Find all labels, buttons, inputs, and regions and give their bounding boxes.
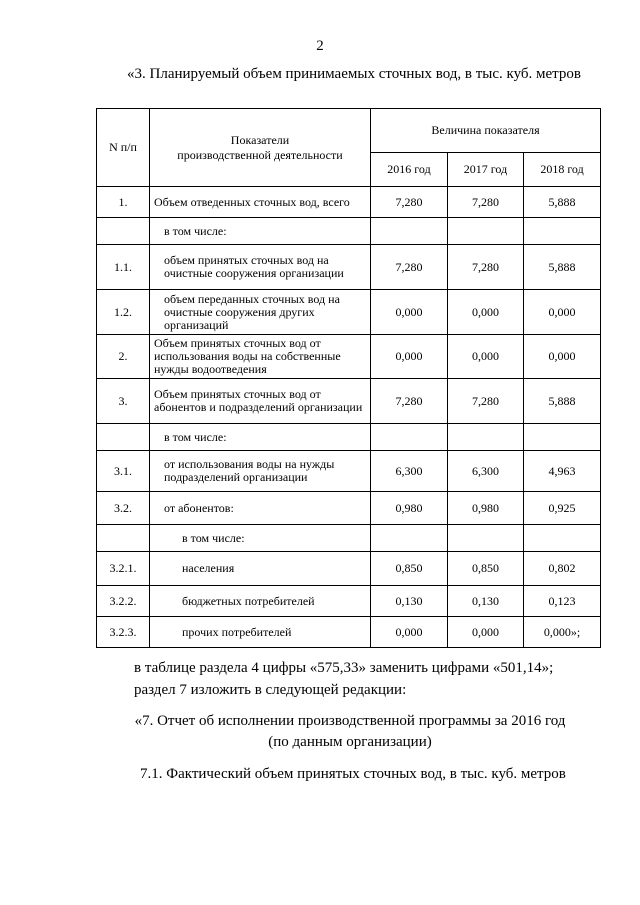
value-2018 — [524, 424, 601, 451]
value-2017: 0,850 — [448, 552, 524, 586]
table-row — [97, 552, 601, 586]
value-2016: 7,280 — [371, 187, 448, 218]
row-number: 3.2.1. — [97, 552, 150, 586]
value-2018: 0,802 — [524, 552, 601, 586]
value-2017: 7,280 — [448, 245, 524, 290]
value-2017: 7,280 — [448, 187, 524, 218]
row-number: 3.1. — [97, 451, 150, 492]
row-number: 3.2.2. — [97, 586, 150, 617]
row-number — [97, 424, 150, 451]
col-header-year: 2018 год — [524, 153, 601, 187]
row-indicator: объем переданных сточных вод на очистные сооружения других организаций — [150, 290, 371, 335]
table-row — [97, 451, 601, 492]
value-2018 — [524, 525, 601, 552]
col-header-number: N п/п — [97, 109, 150, 187]
value-2017: 0,980 — [448, 492, 524, 525]
row-number: 2. — [97, 335, 150, 379]
row-number: 3. — [97, 379, 150, 424]
row-indicator: Объем принятых сточных вод от использования воды на собственные нужды водоотведения — [150, 335, 371, 379]
col-header-year: 2016 год — [371, 153, 448, 187]
value-2017 — [448, 525, 524, 552]
row-indicator: в том числе: — [150, 218, 371, 245]
section7-title-line2: (по данным организации) — [268, 734, 432, 750]
paragraph-section7-amendment: раздел 7 изложить в следующей редакции: — [134, 682, 407, 698]
row-indicator: в том числе: — [150, 424, 371, 451]
table-row — [97, 187, 601, 218]
value-2017: 6,300 — [448, 451, 524, 492]
value-2018: 0,000 — [524, 335, 601, 379]
col-header-year: 2017 год — [448, 153, 524, 187]
row-number — [97, 218, 150, 245]
row-indicator: от абонентов: — [150, 492, 371, 525]
row-number: 3.2. — [97, 492, 150, 525]
value-2017: 0,000 — [448, 335, 524, 379]
row-number: 1.1. — [97, 245, 150, 290]
value-2016: 0,130 — [371, 586, 448, 617]
value-2016 — [371, 424, 448, 451]
value-2016 — [371, 525, 448, 552]
section3-title: «3. Планируемый объем принимаемых сточных вод, в тыс. куб. метров — [127, 66, 581, 82]
paragraph-table4-amendment: в таблице раздела 4 цифры «575,33» заменить цифрами «501,14»; — [134, 660, 554, 676]
value-2018: 0,123 — [524, 586, 601, 617]
value-2016: 7,280 — [371, 245, 448, 290]
row-indicator: от использования воды на нужды подразделений организации — [150, 451, 371, 492]
row-indicator: объем принятых сточных вод на очистные сооружения организации — [150, 245, 371, 290]
value-2017: 0,000 — [448, 617, 524, 648]
value-2017: 0,130 — [448, 586, 524, 617]
table-row — [97, 586, 601, 617]
row-indicator: Объем принятых сточных вод от абонентов и подразделений организации — [150, 379, 371, 424]
row-indicator: в том числе: — [150, 525, 371, 552]
value-2018: 0,925 — [524, 492, 601, 525]
table-row — [97, 525, 601, 552]
row-indicator: прочих потребителей — [150, 617, 371, 648]
value-2016: 7,280 — [371, 379, 448, 424]
row-number — [97, 525, 150, 552]
value-2016: 0,000 — [371, 290, 448, 335]
sewage-volume-table — [96, 108, 601, 648]
table-row — [97, 218, 601, 245]
table-row — [97, 424, 601, 451]
row-indicator: бюджетных потребителей — [150, 586, 371, 617]
col-header-indicator-line1: Показатели — [230, 132, 290, 147]
value-2016: 0,000 — [371, 617, 448, 648]
page-number: 2 — [316, 38, 324, 54]
value-2018: 4,963 — [524, 451, 601, 492]
table-row — [97, 379, 601, 424]
row-number: 3.2.3. — [97, 617, 150, 648]
col-header-indicator-line2: производственной деятельности — [177, 147, 343, 162]
value-2018: 5,888 — [524, 379, 601, 424]
value-2017 — [448, 424, 524, 451]
value-2016 — [371, 218, 448, 245]
table-row — [97, 245, 601, 290]
section7-title-line1: «7. Отчет об исполнении производственной программы за 2016 год — [134, 713, 566, 729]
value-2016: 6,300 — [371, 451, 448, 492]
value-2017: 7,280 — [448, 379, 524, 424]
value-2018 — [524, 218, 601, 245]
value-2017 — [448, 218, 524, 245]
col-header-indicator — [150, 109, 371, 187]
row-indicator: Объем отведенных сточных вод, всего — [150, 187, 371, 218]
table-row — [97, 492, 601, 525]
table-row — [97, 290, 601, 335]
value-2018: 0,000 — [524, 290, 601, 335]
value-2016: 0,850 — [371, 552, 448, 586]
section71-title: 7.1. Фактический объем принятых сточных вод, в тыс. куб. метров — [140, 766, 566, 782]
col-header-value-group: Величина показателя — [371, 109, 601, 153]
value-2016: 0,000 — [371, 335, 448, 379]
value-2016: 0,980 — [371, 492, 448, 525]
table-row — [97, 335, 601, 379]
table-row — [97, 617, 601, 648]
value-2018: 5,888 — [524, 187, 601, 218]
value-2018: 0,000»; — [524, 617, 601, 648]
row-indicator: населения — [150, 552, 371, 586]
row-number: 1.2. — [97, 290, 150, 335]
value-2017: 0,000 — [448, 290, 524, 335]
value-2018: 5,888 — [524, 245, 601, 290]
row-number: 1. — [97, 187, 150, 218]
